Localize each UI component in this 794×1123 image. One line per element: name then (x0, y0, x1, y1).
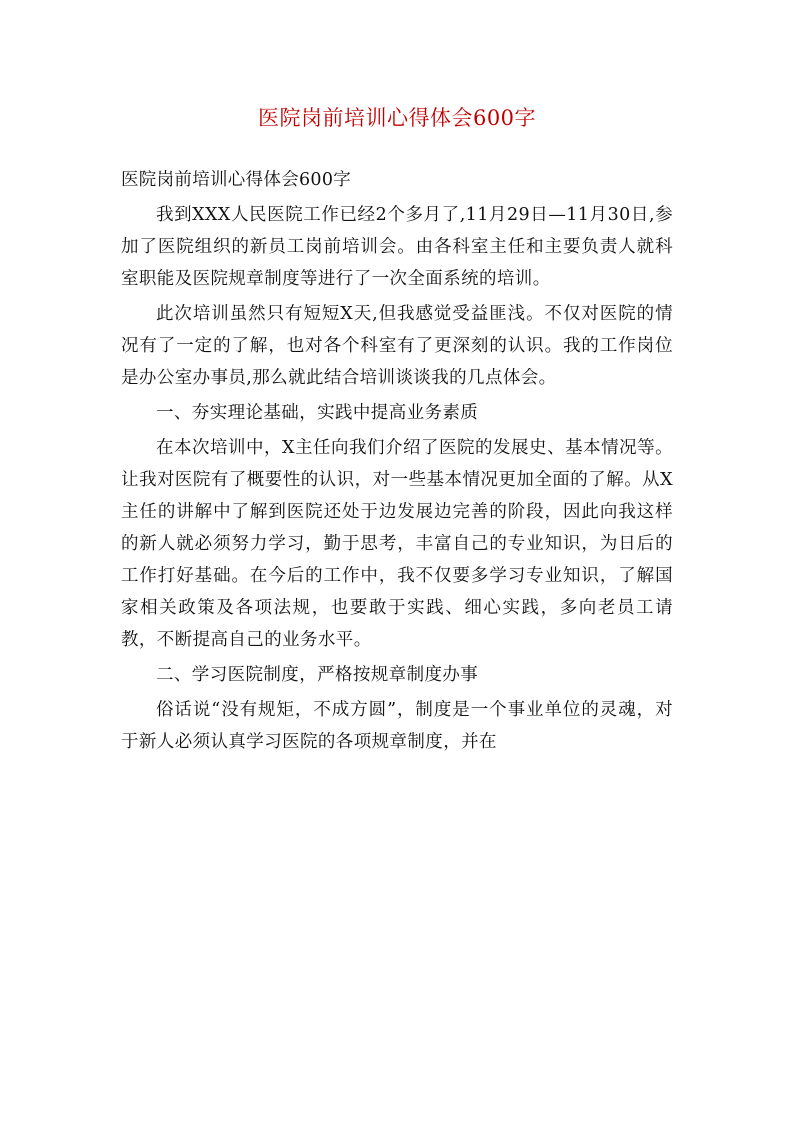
document-title: 医院岗前培训心得体会600字 (257, 106, 537, 130)
paragraph-section-2: 俗话说“没有规矩，不成方圆”，制度是一个事业单位的灵魂，对于新人必须认真学习医院的各项规章制度，并在 (121, 700, 673, 752)
paragraph-intro: 我到XXX人民医院工作已经2个多月了,11月29日—11月30日,参加了医院组织的新员工岗前培训会。由各科室主任和主要负责人就科室职能及医院规章制度等进行了一次全面系统的培训。 (121, 205, 673, 289)
section-heading-1: 一、夯实理论基础，实践中提高业务素质 (156, 403, 479, 423)
paragraph-reflection: 此次培训虽然只有短短X天,但我感觉受益匪浅。不仅对医院的情况有了一定的了解，也对各个科室有了更深刻的认识。我的工作岗位是办公室办事员,那么就此结合培训谈谈我的几点体会。 (121, 304, 673, 388)
document-body (121, 164, 673, 761)
paragraph-section-1: 在本次培训中，X主任向我们介绍了医院的发展史、基本情况等。让我对医院有了概要性的认识，对一些基本情况更加全面的了解。从X主任的讲解中了解到医院还处于边发展边完善的阶段，因此向我这样的新人就必须努力学习，勤于思考，丰富自己的专业知识，为日后的工作打好基础。在今后的工作中，我不仅要多学习专业知识，了解国家相关政策及各项法规，也要敢于实践、细心实践，多向老员工请教，不断提高自己的业务水平。 (121, 438, 673, 650)
document-subtitle: 医院岗前培训心得体会600字 (121, 170, 352, 190)
section-heading-2: 二、学习医院制度，严格按规章制度办事 (156, 665, 479, 685)
